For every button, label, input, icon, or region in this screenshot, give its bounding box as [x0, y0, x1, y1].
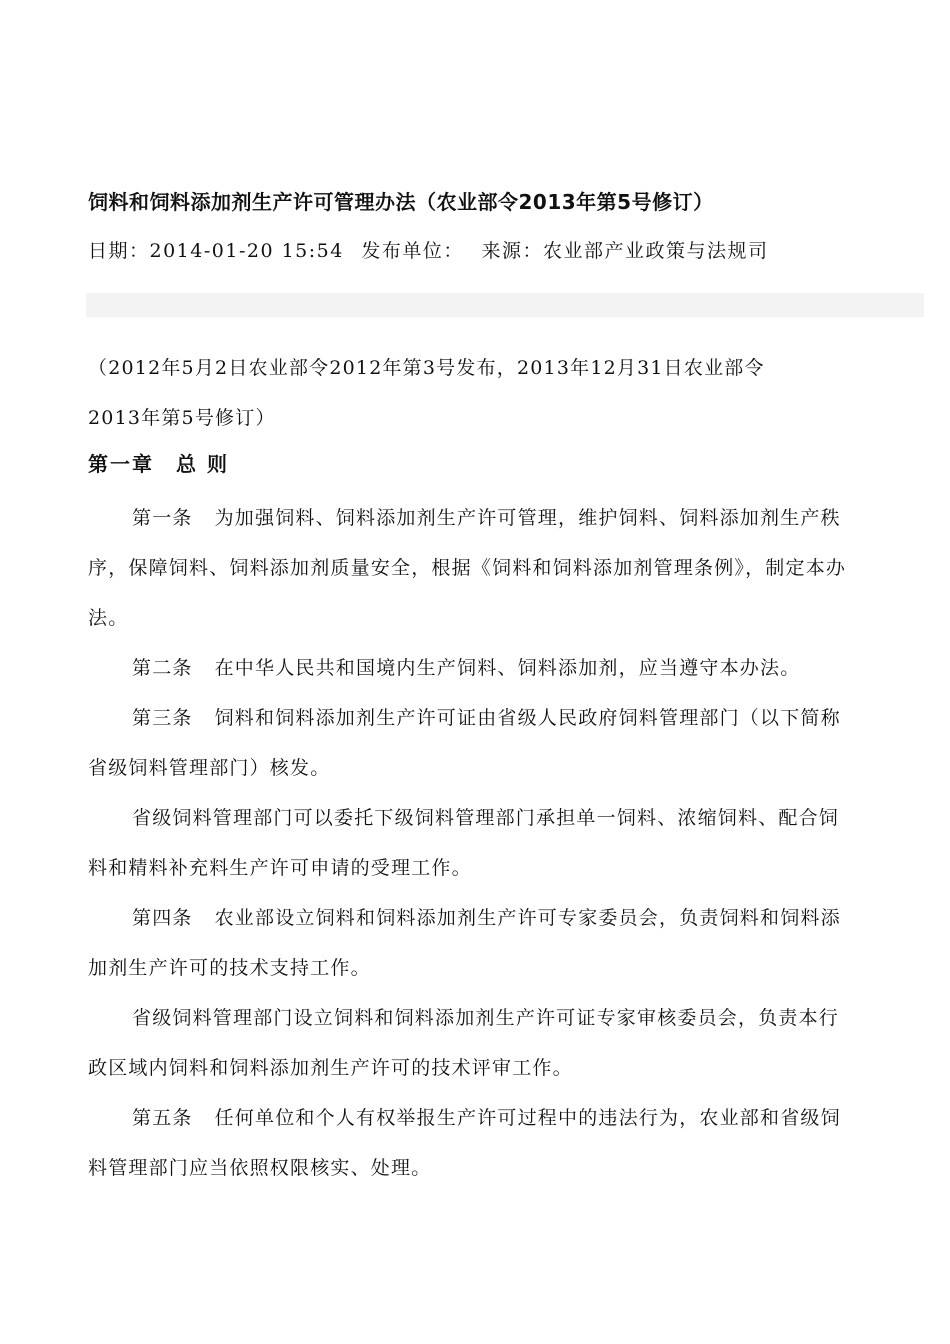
- article-5: [88, 1093, 858, 1193]
- article-1: [88, 493, 858, 643]
- intro-note-line2: 2013年第5号修订）: [88, 407, 276, 429]
- article-text: 省级饲料管理部门设立饲料和饲料添加剂生产许可证专家审核委员会，负责本行政区域内饲料和饲料添加剂生产许可的技术评审工作。: [88, 1007, 840, 1079]
- article-label: 第五条: [132, 1107, 193, 1129]
- article-text: 农业部设立饲料和饲料添加剂生产许可专家委员会，负责饲料和饲料添加剂生产许可的技术支持工作。: [88, 907, 841, 979]
- document-title: 饲料和饲料添加剂生产许可管理办法（农业部令2013年第5号修订）: [88, 190, 714, 214]
- article-3-paragraph-2: [88, 793, 858, 893]
- article-text: 饲料和饲料添加剂生产许可证由省级人民政府饲料管理部门（以下简称省级饲料管理部门）核发。: [88, 707, 841, 779]
- document-meta: [88, 236, 778, 263]
- article-text: 为加强饲料、饲料添加剂生产许可管理，维护饲料、饲料添加剂生产秩序，保障饲料、饲料添加剂质量安全，根据《饲料和饲料添加剂管理条例》，制定本办法。: [88, 507, 847, 629]
- intro-note-line1: （2012年5月2日农业部令2012年第3号发布，2013年12月31日农业部令: [88, 357, 765, 379]
- divider-bar: [86, 293, 924, 317]
- article-2: [88, 643, 888, 693]
- chapter-heading: 第一章 总 则: [88, 452, 229, 476]
- article-4: [88, 893, 858, 993]
- meta-publisher: 发布单位：: [361, 240, 464, 262]
- article-text: 在中华人民共和国境内生产饲料、饲料添加剂，应当遵守本办法。: [214, 657, 801, 679]
- article-3: [88, 693, 858, 793]
- article-4-paragraph-2: [88, 993, 858, 1093]
- article-label: 第四条: [132, 907, 193, 929]
- article-label: 第二条: [132, 657, 193, 679]
- article-label: 第三条: [132, 707, 193, 729]
- meta-source: 来源：农业部产业政策与法规司: [481, 240, 769, 262]
- article-text: 省级饲料管理部门可以委托下级饲料管理部门承担单一饲料、浓缩饲料、配合饲料和精料补充料生产许可申请的受理工作。: [88, 807, 840, 879]
- article-text: 任何单位和个人有权举报生产许可过程中的违法行为，农业部和省级饲料管理部门应当依照权限核实、处理。: [88, 1107, 841, 1179]
- article-label: 第一条: [132, 507, 193, 529]
- meta-date: 日期：2014-01-20 15:54: [88, 240, 344, 262]
